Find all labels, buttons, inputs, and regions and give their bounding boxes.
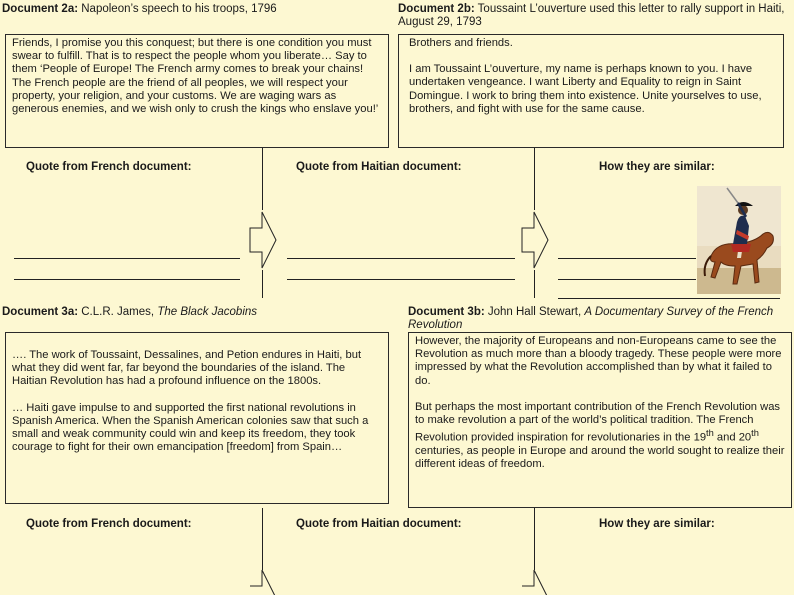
doc3a-label: Document 3a: bbox=[2, 306, 79, 318]
doc3a-para1: …. The work of Toussaint, Dessalines, and Petion endures in Haiti, but what they did went far, far beyond the boundaries of the island. The Haitian Revolution has had a profound influence on the 1800s. bbox=[12, 349, 362, 388]
divider-2a bbox=[262, 508, 263, 570]
doc3b-text-box bbox=[408, 332, 792, 508]
answer-line[interactable] bbox=[14, 279, 240, 280]
doc3b-heading bbox=[408, 306, 794, 332]
toussaint-portrait-image bbox=[697, 186, 781, 294]
doc2b-title: Toussaint L’ouverture used this letter to rally support in Haiti, August 29, 1793 bbox=[398, 3, 785, 28]
doc3a-text-box bbox=[5, 332, 389, 504]
answer-line[interactable] bbox=[14, 258, 240, 259]
col-head-french-1: Quote from French document: bbox=[26, 161, 192, 173]
divider-1b bbox=[534, 148, 535, 210]
doc3b-para2: But perhaps the most important contribution of the French Revolution was to make revolution a part of the world’s political tradition. The French Revolution provided inspiration for revolutionaries in the 19th and 20th centuries, as people in Europe and around the world sought to realize their different ideas of freedom. bbox=[415, 400, 785, 471]
answer-line[interactable] bbox=[287, 258, 515, 259]
answer-line[interactable] bbox=[287, 279, 515, 280]
doc2a-heading bbox=[2, 3, 277, 16]
answer-line[interactable] bbox=[558, 279, 696, 280]
divider-1a bbox=[262, 148, 263, 210]
col-head-french-2: Quote from French document: bbox=[26, 518, 192, 530]
doc3b-para1: However, the majority of Europeans and non-Europeans came to see the Revolution as much more than a bloody tragedy. These people were more impressed by what the Revolution accomplished than by what it failed to do. bbox=[415, 335, 782, 387]
col-head-haitian-2: Quote from Haitian document: bbox=[296, 518, 462, 530]
col-head-similar-2: How they are similar: bbox=[599, 518, 715, 530]
col-head-haitian-1: Quote from Haitian document: bbox=[296, 161, 462, 173]
doc2a-label: Document 2a: bbox=[2, 3, 79, 15]
doc3b-author: John Hall Stewart, bbox=[487, 306, 582, 318]
doc2a-text-box bbox=[5, 34, 389, 148]
doc2b-greeting: Brothers and friends. bbox=[409, 37, 513, 49]
divider-2b bbox=[534, 508, 535, 570]
answer-line[interactable] bbox=[558, 258, 696, 259]
doc2b-text: I am Toussaint L’ouverture, my name is perhaps known to you. I have undertaken vengeance. I want Liberty and Equality to reign in Saint Domingue. I work to bring them into existence. Unite yourselves to use, brothers, and fight with use for the same cause. bbox=[409, 63, 762, 115]
arrow-right-icon bbox=[520, 568, 550, 595]
doc3a-author: C.L.R. James, bbox=[81, 306, 155, 318]
arrow-right-icon bbox=[520, 210, 550, 270]
arrow-right-icon bbox=[248, 210, 278, 270]
divider-1a-lower bbox=[262, 270, 263, 298]
doc2b-label: Document 2b: bbox=[398, 3, 475, 15]
doc3b-label: Document 3b: bbox=[408, 306, 485, 318]
doc2b-text-box bbox=[398, 34, 784, 148]
doc2b-heading bbox=[398, 3, 794, 29]
answer-line[interactable] bbox=[558, 298, 780, 299]
doc3b-work: A Documentary Survey of the French Revolution bbox=[408, 306, 774, 331]
doc3a-work: The Black Jacobins bbox=[157, 306, 258, 318]
arrow-right-icon bbox=[248, 568, 278, 595]
doc2a-text: Friends, I promise you this conquest; but there is one condition you must swear to fulfill. That is to respect the people whom you liberate… Say to them ‘People of Europe! The French army comes to break your chains! The French people are the friend of all peoples, we will respect your property, your religion, and your customs. We are waging wars as generous enemies, and we wish only to crush the kings who enslave you!’ bbox=[12, 37, 379, 116]
divider-1b-lower bbox=[534, 270, 535, 298]
col-head-similar-1: How they are similar: bbox=[599, 161, 715, 173]
doc3a-heading bbox=[2, 306, 257, 319]
doc3a-para2: … Haiti gave impulse to and supported the first national revolutions in Spanish America. When the Spanish American colonies saw that such a small and weak community could win and keep its freedom, they took courage to fight for their own emancipation [freedom] from Spain… bbox=[12, 401, 369, 454]
doc2a-title: Napoleon’s speech to his troops, 1796 bbox=[81, 3, 277, 15]
